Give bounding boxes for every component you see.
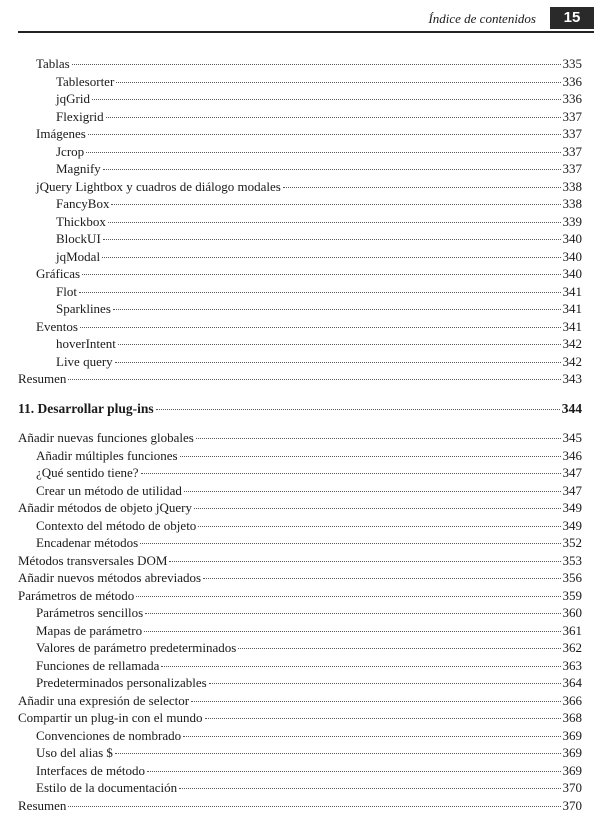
dot-leader xyxy=(108,222,561,223)
toc-entry-page: 341 xyxy=(562,301,582,316)
toc-entry-page: 340 xyxy=(562,266,582,281)
toc-entry-page: 336 xyxy=(562,91,582,106)
toc-chapter-entry xyxy=(18,400,582,418)
dot-leader xyxy=(115,362,561,363)
toc-entry-label: Añadir una expresión de selector xyxy=(18,692,190,708)
toc-entry-page: 335 xyxy=(562,56,582,71)
toc-entry-page: 369 xyxy=(562,727,582,743)
toc-entry-page: 342 xyxy=(562,353,582,369)
toc-entry-label: jqGrid xyxy=(56,91,90,106)
toc-entry-page: 340 xyxy=(562,231,582,246)
toc-entry-label: Imágenes xyxy=(36,126,86,141)
toc-entry-label: Estilo de la documentación xyxy=(36,780,178,795)
toc-entry-page: 370 xyxy=(562,797,582,813)
toc-entry-label: Compartir un plug-in con el mundo xyxy=(18,710,203,725)
toc-entry-label: FancyBox xyxy=(56,196,110,211)
toc-entry xyxy=(18,429,582,447)
toc-entry-label: Crear un método de utilidad xyxy=(36,482,182,498)
dot-leader xyxy=(145,613,560,614)
toc-entry xyxy=(18,482,582,500)
toc-entry-label: Sparklines xyxy=(56,301,111,316)
toc-entry-page: 360 xyxy=(562,605,582,620)
toc-entry-label: jQuery Lightbox y cuadros de diálogo modales xyxy=(36,178,281,194)
toc-entry-label: jqModal xyxy=(56,248,101,264)
toc-entry xyxy=(18,318,582,336)
dot-leader xyxy=(115,753,561,754)
dot-leader xyxy=(198,526,560,527)
toc-entry xyxy=(18,569,582,587)
dot-leader xyxy=(179,788,560,789)
toc-entry-label: Tablesorter xyxy=(56,73,115,89)
dot-leader xyxy=(169,561,560,562)
toc-entry-label: Convenciones de nombrado xyxy=(36,727,182,743)
toc-entry xyxy=(18,248,582,266)
dot-leader xyxy=(205,718,561,719)
dot-leader xyxy=(103,169,561,170)
dot-leader xyxy=(209,683,561,684)
toc-entry-page: 343 xyxy=(562,371,582,386)
toc-entry xyxy=(18,727,582,745)
toc-entry-page: 344 xyxy=(561,400,582,416)
toc-entry-label: Valores de parámetro predeterminados xyxy=(36,640,237,655)
toc-entry-page: 349 xyxy=(562,517,582,533)
dot-leader xyxy=(191,701,560,702)
dot-leader xyxy=(80,327,561,328)
dot-leader xyxy=(88,134,561,135)
toc-entry xyxy=(18,300,582,318)
toc-entry-label: Flexigrid xyxy=(56,108,104,124)
toc-entry-page: 364 xyxy=(562,675,582,690)
toc-entry-label: ¿Qué sentido tiene? xyxy=(36,465,139,480)
toc-entry-label: 11. Desarrollar plug-ins xyxy=(18,400,154,416)
toc-entry-page: 369 xyxy=(562,762,582,778)
toc-entry-label: hoverIntent xyxy=(56,336,116,351)
toc-entry xyxy=(18,335,582,353)
toc-entry-page: 370 xyxy=(562,780,582,795)
toc-entry-label: Eventos xyxy=(36,318,78,334)
toc-entry-label: Añadir métodos de objeto jQuery xyxy=(18,500,193,515)
toc-entry-page: 349 xyxy=(562,500,582,515)
toc-entry xyxy=(18,709,582,727)
toc-entry-label: Encadenar métodos xyxy=(36,535,139,550)
toc-entry xyxy=(18,499,582,517)
toc-entry xyxy=(18,143,582,161)
toc-entry xyxy=(18,55,582,73)
toc-entry-label: Uso del alias $ xyxy=(36,745,113,760)
dot-leader xyxy=(82,274,560,275)
toc-entry-page: 342 xyxy=(562,336,582,351)
dot-leader xyxy=(86,152,560,153)
toc-entry xyxy=(18,674,582,692)
toc-entry xyxy=(18,639,582,657)
dot-leader xyxy=(180,456,561,457)
toc-entry xyxy=(18,73,582,91)
toc-entry-page: 337 xyxy=(562,143,582,159)
toc-entry-page: 347 xyxy=(562,482,582,498)
dot-leader xyxy=(79,292,561,293)
toc-entry-page: 339 xyxy=(562,213,582,229)
toc-entry xyxy=(18,604,582,622)
toc-entry xyxy=(18,230,582,248)
toc-entry-label: Añadir nuevas funciones globales xyxy=(18,430,194,445)
toc-entry xyxy=(18,534,582,552)
toc-entry xyxy=(18,587,582,605)
toc-entry xyxy=(18,265,582,283)
dot-leader xyxy=(196,438,561,439)
toc-entry-label: Tablas xyxy=(36,56,70,71)
dot-leader xyxy=(106,117,561,118)
toc-entry-page: 345 xyxy=(562,430,582,445)
toc-entry-label: Mapas de parámetro xyxy=(36,622,143,638)
toc-entry xyxy=(18,692,582,710)
dot-leader xyxy=(283,187,561,188)
toc-entry xyxy=(18,370,582,388)
dot-leader xyxy=(116,82,560,83)
dot-leader xyxy=(68,806,560,807)
toc-entry-page: 337 xyxy=(562,126,582,141)
dot-leader xyxy=(136,596,560,597)
dot-leader xyxy=(194,508,560,509)
toc-entry-page: 356 xyxy=(562,570,582,585)
running-title: Índice de contenidos xyxy=(428,11,536,26)
toc-entry-label: Añadir múltiples funciones xyxy=(36,447,178,463)
toc-entry xyxy=(18,552,582,570)
toc-entry-label: Resumen xyxy=(18,797,67,813)
toc-entry xyxy=(18,125,582,143)
toc-entry-label: Resumen xyxy=(18,371,67,386)
toc-entry-page: 361 xyxy=(562,622,582,638)
toc-entry xyxy=(18,90,582,108)
toc-entry-label: Contexto del método de objeto xyxy=(36,517,197,533)
toc-entry-page: 337 xyxy=(562,161,582,176)
toc-entry-page: 347 xyxy=(562,465,582,480)
toc-entry-label: Parámetros de método xyxy=(18,587,135,603)
dot-leader xyxy=(72,64,561,65)
toc-entry xyxy=(18,464,582,482)
table-of-contents xyxy=(18,55,582,814)
dot-leader xyxy=(161,666,560,667)
page-header xyxy=(18,9,594,33)
toc-entry xyxy=(18,195,582,213)
toc-entry-page: 369 xyxy=(562,745,582,760)
toc-entry-label: Jcrop xyxy=(56,143,85,159)
toc-entry xyxy=(18,657,582,675)
toc-entry xyxy=(18,178,582,196)
toc-entry-page: 368 xyxy=(562,710,582,725)
toc-entry-page: 340 xyxy=(562,248,582,264)
dot-leader xyxy=(113,309,561,310)
toc-entry-page: 353 xyxy=(562,552,582,568)
toc-entry-page: 362 xyxy=(562,640,582,655)
dot-leader xyxy=(140,543,560,544)
toc-entry-label: Parámetros sencillos xyxy=(36,605,144,620)
page-number-badge: 15 xyxy=(550,7,594,29)
toc-entry xyxy=(18,353,582,371)
toc-entry-page: 366 xyxy=(562,692,582,708)
dot-leader xyxy=(92,99,561,100)
toc-entry-page: 352 xyxy=(562,535,582,550)
toc-entry-page: 341 xyxy=(562,318,582,334)
toc-entry xyxy=(18,797,582,815)
toc-entry xyxy=(18,213,582,231)
toc-entry-page: 359 xyxy=(562,587,582,603)
toc-entry-label: BlockUI xyxy=(56,231,101,246)
dot-leader xyxy=(144,631,560,632)
toc-entry xyxy=(18,762,582,780)
toc-entry-label: Live query xyxy=(56,353,113,369)
toc-entry xyxy=(18,779,582,797)
toc-entry xyxy=(18,744,582,762)
toc-entry-page: 346 xyxy=(562,447,582,463)
dot-leader xyxy=(203,578,560,579)
toc-entry xyxy=(18,622,582,640)
dot-leader xyxy=(103,239,561,240)
dot-leader xyxy=(183,736,560,737)
toc-entry-page: 363 xyxy=(562,657,582,673)
toc-entry-label: Añadir nuevos métodos abreviados xyxy=(18,570,202,585)
toc-entry-page: 338 xyxy=(562,196,582,211)
toc-entry-label: Métodos transversales DOM xyxy=(18,552,168,568)
toc-entry-label: Flot xyxy=(56,283,77,299)
toc-entry xyxy=(18,447,582,465)
toc-entry-label: Funciones de rellamada xyxy=(36,657,160,673)
dot-leader xyxy=(184,491,561,492)
toc-entry xyxy=(18,517,582,535)
dot-leader xyxy=(111,204,560,205)
toc-entry xyxy=(18,108,582,126)
dot-leader xyxy=(156,409,560,410)
toc-entry-page: 341 xyxy=(562,283,582,299)
toc-entry xyxy=(18,283,582,301)
toc-entry-page: 336 xyxy=(562,73,582,89)
dot-leader xyxy=(102,257,560,258)
dot-leader xyxy=(147,771,560,772)
toc-entry-label: Magnify xyxy=(56,161,101,176)
dot-leader xyxy=(68,379,560,380)
toc-entry-label: Interfaces de método xyxy=(36,762,146,778)
toc-entry-page: 337 xyxy=(562,108,582,124)
toc-entry-label: Gráficas xyxy=(36,266,81,281)
toc-entry-label: Predeterminados personalizables xyxy=(36,675,207,690)
toc-entry-label: Thickbox xyxy=(56,213,106,229)
dot-leader xyxy=(238,648,560,649)
dot-leader xyxy=(141,473,561,474)
toc-entry-page: 338 xyxy=(562,178,582,194)
toc-entry xyxy=(18,160,582,178)
dot-leader xyxy=(118,344,561,345)
